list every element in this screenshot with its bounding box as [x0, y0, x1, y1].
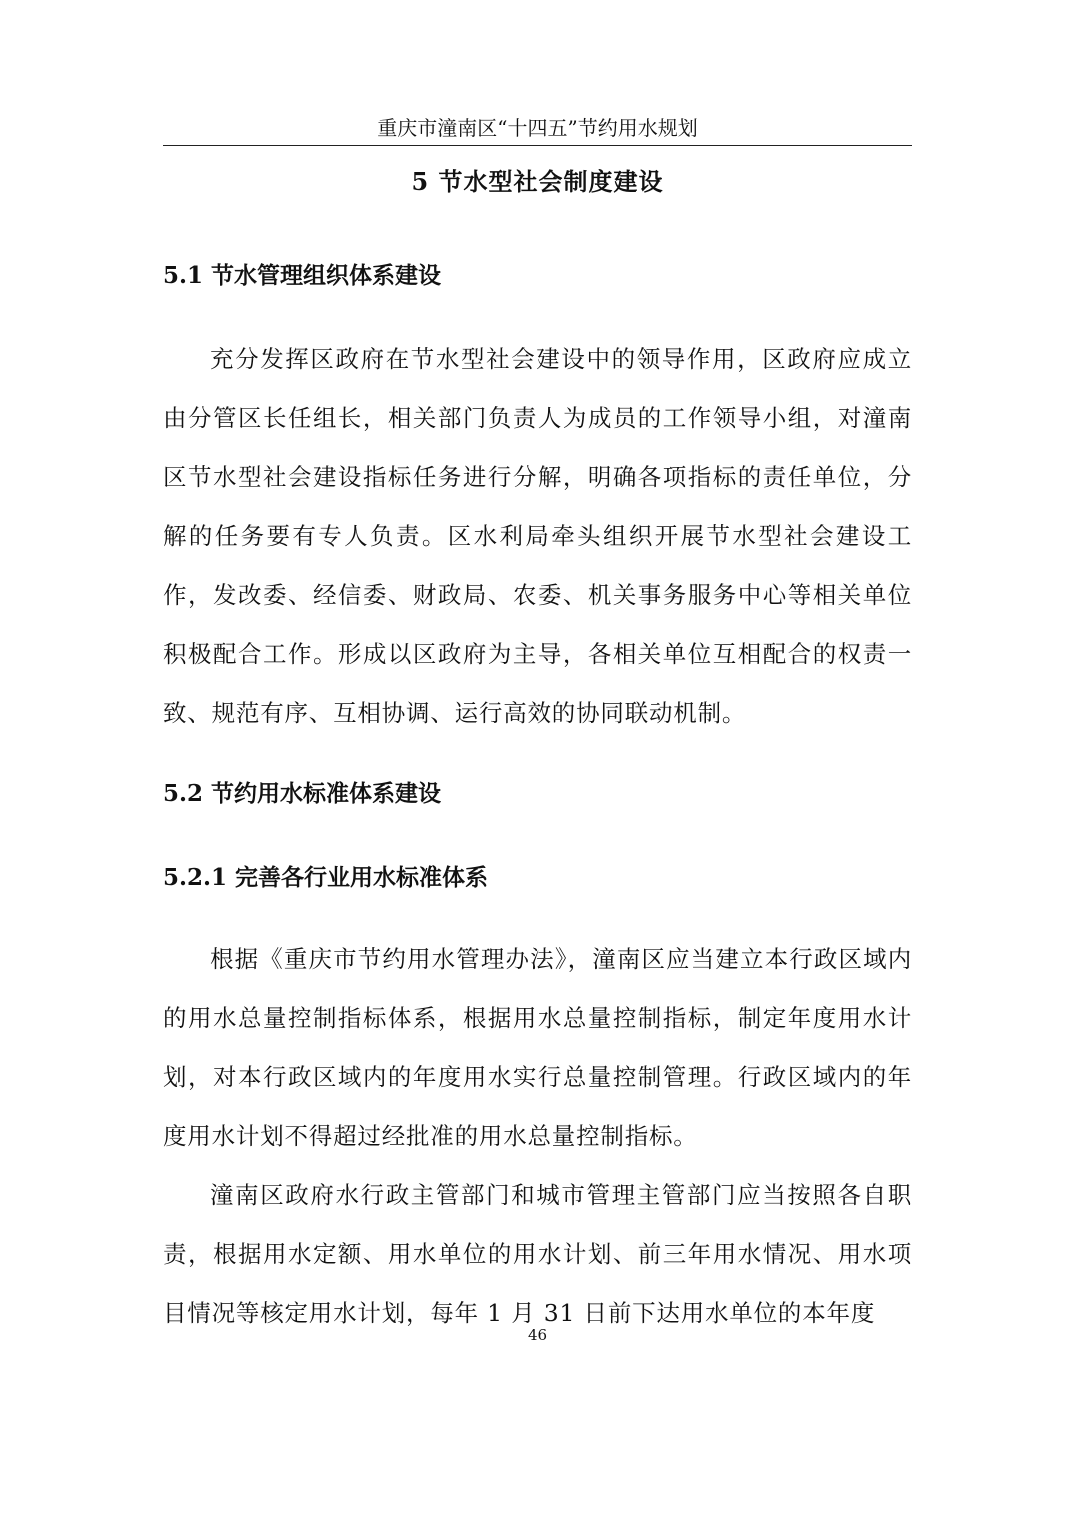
section-heading-5-1: 5.1 节水管理组织体系建设	[163, 262, 442, 289]
section-heading-5-2-1: 5.2.1 完善各行业用水标准体系	[163, 864, 489, 891]
chapter-title: 5 节水型社会制度建设	[411, 167, 664, 196]
paragraph-5-2-1-body-2: 潼南区政府水行政主管部门和城市管理主管部门应当按照各自职责，根据用水定额、用水单位的用水计划、前三年用水情况、用水项目情况等核定用水计划，每年 1 月 31 日前下达用水单位的本年度	[163, 1181, 912, 1327]
running-header: 重庆市潼南区“十四五”节约用水规划	[377, 116, 698, 140]
paragraph-5-1-body: 充分发挥区政府在节水型社会建设中的领导作用，区政府应成立由分管区长任组长，相关部门负责人为成员的工作领导小组，对潼南区节水型社会建设指标任务进行分解，明确各项指标的责任单位，分解的任务要有专人负责。区水利局牵头组织开展节水型社会建设工作，发改委、经信委、财政局、农委、机关事务服务中心等相关单位积极配合工作。形成以区政府为主导，各相关单位互相配合的权责一致、规范有序、互相协调、运行高效的协同联动机制。	[163, 345, 912, 727]
page-number: 46	[527, 1326, 548, 1344]
header-divider	[163, 145, 912, 146]
section-heading-5-2: 5.2 节约用水标准体系建设	[163, 780, 442, 807]
paragraph-5-2-1-body-1: 根据《重庆市节约用水管理办法》，潼南区应当建立本行政区域内的用水总量控制指标体系，根据用水总量控制指标，制定年度用水计划，对本行政区域内的年度用水实行总量控制管理。行政区域内的年度用水计划不得超过经批准的用水总量控制指标。	[163, 945, 912, 1150]
